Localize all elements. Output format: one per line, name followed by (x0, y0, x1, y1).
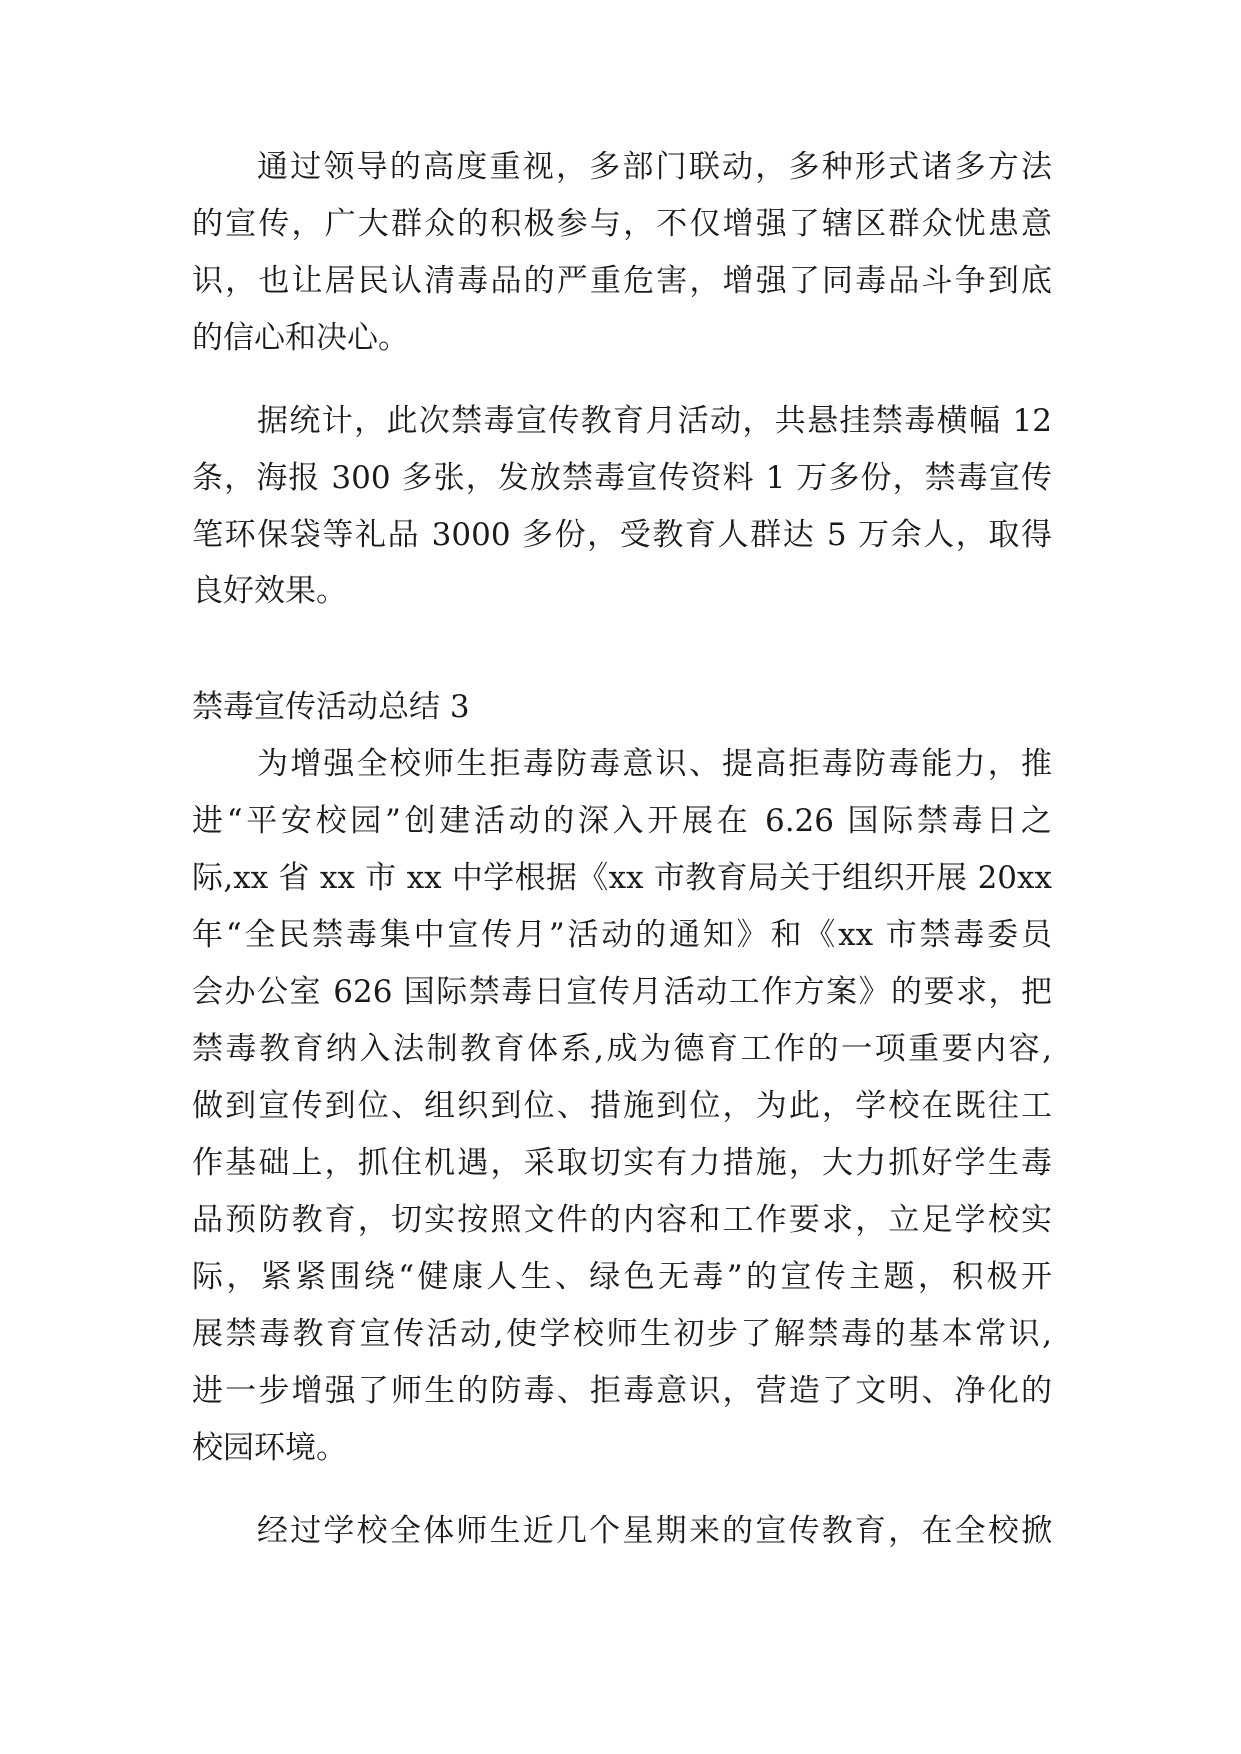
paragraph-1-line-3: 识，也让居民认清毒品的严重危害，增强了同毒品斗争到底 (192, 263, 1052, 299)
paragraph-2-line-2: 条，海报 300 多张，发放禁毒宣传资料 1 万多份，禁毒宣传 (192, 460, 1052, 496)
paragraph-3-line-8: 作基础上，抓住机遇，采取切实有力措施，大力抓好学生毒 (192, 1145, 1052, 1181)
paragraph-3-line-11: 展禁毒教育宣传活动,使学校师生初步了解禁毒的基本常识, (192, 1316, 1052, 1352)
paragraph-3-line-3: 际,xx 省 xx 市 xx 中学根据《xx 市教育局关于组织开展 20xx (192, 860, 1052, 896)
paragraph-3-line-9: 品预防教育，切实按照文件的内容和工作要求，立足学校实 (192, 1202, 1052, 1238)
paragraph-3-line-4: 年“全民禁毒集中宣传月”活动的通知》和《xx 市禁毒委员 (192, 917, 1052, 953)
paragraph-4-line-1: 经过学校全体师生近几个星期来的宣传教育，在全校掀 (257, 1513, 1052, 1549)
paragraph-2-line-4: 良好效果。 (192, 573, 347, 609)
paragraph-1-line-4: 的信心和决心。 (192, 320, 409, 356)
paragraph-3-line-6: 禁毒教育纳入法制教育体系,成为德育工作的一项重要内容, (192, 1031, 1052, 1067)
paragraph-3-line-7: 做到宣传到位、组织到位、措施到位，为此，学校在既往工 (192, 1088, 1052, 1124)
paragraph-1-line-1: 通过领导的高度重视，多部门联动，多种形式诸多方法 (257, 149, 1052, 185)
paragraph-3-line-1: 为增强全校师生拒毒防毒意识、提高拒毒防毒能力，推 (257, 746, 1052, 782)
paragraph-3-line-10: 际，紧紧围绕“健康人生、绿色无毒”的宣传主题，积极开 (192, 1259, 1052, 1295)
paragraph-3-line-5: 会办公室 626 国际禁毒日宣传月活动工作方案》的要求，把 (192, 974, 1052, 1010)
paragraph-3-line-13: 校园环境。 (192, 1430, 347, 1466)
paragraph-2-line-3: 笔环保袋等礼品 3000 多份，受教育人群达 5 万余人，取得 (192, 517, 1052, 553)
paragraph-3-line-2: 进“平安校园”创建活动的深入开展在 6.26 国际禁毒日之 (192, 803, 1052, 839)
paragraph-1-line-2: 的宣传，广大群众的积极参与，不仅增强了辖区群众忧患意 (192, 206, 1052, 242)
section-heading: 禁毒宣传活动总结 3 (192, 689, 470, 725)
paragraph-2-line-1: 据统计，此次禁毒宣传教育月活动，共悬挂禁毒横幅 12 (257, 403, 1052, 439)
paragraph-3-line-12: 进一步增强了师生的防毒、拒毒意识，营造了文明、净化的 (192, 1373, 1052, 1409)
